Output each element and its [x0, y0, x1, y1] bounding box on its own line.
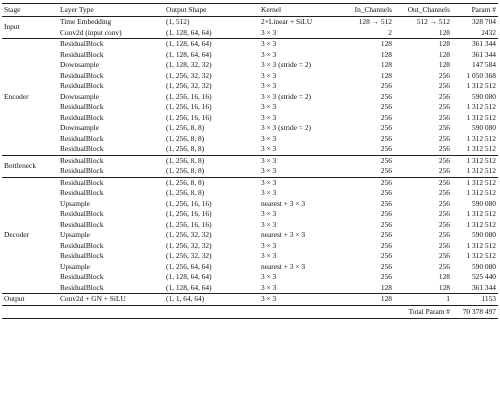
cell-out-channels: 128	[438, 282, 450, 292]
cell-out-channels: 256	[438, 144, 450, 153]
header-param: Param #	[471, 5, 496, 14]
cell-output-shape: (1, 256, 32, 32)	[166, 230, 212, 239]
table-row	[2, 39, 498, 50]
cell-output-shape: (1, 256, 16, 16)	[166, 209, 212, 218]
cell-param: 1 312 512	[466, 144, 496, 153]
cell-param: 328 704	[452, 17, 498, 28]
cell-layer-type: ResidualBlock	[60, 81, 104, 90]
cell-kernel: 3 × 3	[259, 155, 342, 166]
cell-in-channels: 256	[380, 102, 392, 111]
cell-in-channels: 256	[380, 91, 392, 101]
cell-kernel: 3 × 3	[259, 39, 342, 50]
cell-param: 1 312 512	[466, 240, 496, 250]
cell-output-shape: (1, 256, 16, 16)	[166, 112, 212, 122]
cell-output-shape: (1, 128, 64, 64)	[166, 49, 212, 59]
cell-output-shape: (1, 256, 64, 64)	[166, 261, 212, 271]
cell-layer-type: ResidualBlock	[60, 219, 104, 229]
cell-kernel: 3 × 3	[261, 251, 277, 260]
cell-in-channels: 128	[380, 49, 392, 59]
cell-param: 525 440	[471, 272, 496, 281]
table-row	[2, 272, 498, 283]
table-row	[2, 123, 498, 134]
header-layer-type: Layer Type	[60, 5, 94, 14]
table-row	[2, 220, 498, 231]
cell-output-shape: (1, 256, 16, 16)	[166, 219, 212, 229]
cell-param: 361 344	[471, 282, 496, 292]
cell-layer-type: ResidualBlock	[60, 166, 104, 175]
table-row	[2, 230, 498, 241]
stage-label: Input	[2, 17, 58, 39]
cell-layer-type: Upsample	[60, 230, 90, 239]
cell-in-channels: 256	[380, 123, 392, 132]
cell-out-channels: 256	[438, 188, 450, 197]
cell-layer-type: ResidualBlock	[60, 102, 104, 111]
cell-in-channels: 256	[380, 112, 392, 122]
cell-layer-type: ResidualBlock	[60, 240, 104, 250]
cell-in-channels: 256	[380, 219, 392, 229]
cell-out-channels: 256	[438, 219, 450, 229]
cell-layer-type: ResidualBlock	[60, 209, 104, 218]
cell-param: 361 344	[471, 49, 496, 59]
cell-in-channels: 256	[380, 240, 392, 250]
cell-out-channels: 256	[394, 155, 452, 166]
cell-out-channels: 256	[438, 91, 450, 101]
cell-output-shape: (1, 256, 16, 16)	[166, 102, 212, 111]
table-row	[2, 155, 498, 166]
cell-output-shape: (1, 256, 8, 8)	[166, 144, 205, 153]
cell-out-channels: 128	[438, 27, 450, 37]
cell-in-channels: 256	[380, 230, 392, 239]
cell-param: 1 312 512	[466, 251, 496, 260]
cell-output-shape: (1, 128, 64, 64)	[166, 282, 212, 292]
table-row	[2, 113, 498, 124]
cell-in-channels: 128 → 512	[342, 17, 394, 28]
table-row	[2, 199, 498, 210]
cell-kernel: 3 × 3	[259, 294, 342, 306]
cell-param: 590 080	[471, 198, 496, 208]
cell-kernel: 3 × 3	[261, 144, 277, 153]
cell-in-channels: 256	[380, 209, 392, 218]
cell-kernel: nearest + 3 × 3	[261, 261, 306, 271]
cell-param: 1 312 512	[466, 102, 496, 111]
cell-param: 1 312 512	[466, 209, 496, 218]
table-row	[2, 81, 498, 92]
cell-layer-type: Conv2d + GN + SiLU	[58, 294, 164, 306]
cell-kernel: 3 × 3	[261, 81, 277, 90]
cell-output-shape: (1, 256, 8, 8)	[166, 133, 205, 143]
cell-out-channels: 256	[438, 209, 450, 218]
cell-out-channels: 128	[438, 60, 450, 69]
cell-param: 361 344	[452, 39, 498, 50]
architecture-table	[2, 3, 498, 319]
stage-label: Encoder	[2, 39, 58, 156]
cell-layer-type: Downsample	[60, 91, 99, 101]
cell-kernel: 3 × 3	[259, 177, 342, 188]
cell-output-shape: (1, 256, 16, 16)	[166, 198, 212, 208]
cell-out-channels: 128	[394, 39, 452, 50]
cell-in-channels: 256	[380, 166, 392, 175]
table-row	[2, 60, 498, 71]
stage-label: Output	[2, 294, 58, 306]
cell-param: 1 312 512	[466, 166, 496, 175]
cell-layer-type: ResidualBlock	[60, 144, 104, 153]
table-row	[2, 50, 498, 61]
cell-out-channels: 256	[438, 251, 450, 260]
cell-kernel: 3 × 3	[261, 166, 277, 175]
cell-layer-type: Time Embedding	[58, 17, 164, 28]
cell-in-channels: 256	[380, 81, 392, 90]
cell-in-channels: 256	[380, 144, 392, 153]
cell-in-channels: 256	[380, 261, 392, 271]
architecture-table-container	[2, 3, 498, 319]
cell-out-channels: 256	[438, 230, 450, 239]
table-row	[2, 188, 498, 199]
cell-kernel: 3 × 3 (stride = 2)	[261, 91, 312, 101]
table-row	[2, 92, 498, 103]
cell-in-channels: 256	[342, 155, 394, 166]
cell-output-shape: (1, 256, 32, 32)	[166, 240, 212, 250]
cell-output-shape: (1, 256, 8, 8)	[166, 188, 205, 197]
cell-output-shape: (1, 256, 8, 8)	[164, 177, 259, 188]
cell-layer-type: Conv2d (input conv)	[60, 27, 122, 37]
cell-out-channels: 256	[438, 102, 450, 111]
stage-label: Decoder	[2, 177, 58, 294]
cell-out-channels: 256	[438, 70, 450, 80]
total-row	[2, 305, 498, 318]
cell-output-shape: (1, 512)	[164, 17, 259, 28]
table-row	[2, 134, 498, 145]
table-row	[2, 241, 498, 252]
cell-kernel: 3 × 3	[261, 112, 277, 122]
cell-output-shape: (1, 256, 32, 32)	[166, 81, 212, 90]
table-row	[2, 294, 498, 306]
table-row	[2, 283, 498, 294]
cell-in-channels: 128	[380, 60, 392, 69]
cell-in-channels: 128	[380, 70, 392, 80]
table-body	[2, 17, 498, 306]
total-label: Total Param #	[394, 305, 452, 318]
cell-param: 1 312 512	[452, 155, 498, 166]
cell-kernel: 3 × 3	[261, 27, 277, 37]
table-row	[2, 209, 498, 220]
header-stage: Stage	[4, 5, 21, 14]
cell-kernel: 3 × 3	[261, 49, 277, 59]
cell-layer-type: Upsample	[60, 198, 90, 208]
cell-param: 147 584	[471, 60, 496, 69]
cell-out-channels: 256	[438, 261, 450, 271]
cell-output-shape: (1, 128, 64, 64)	[164, 39, 259, 50]
cell-kernel: 3 × 3	[261, 70, 277, 80]
cell-in-channels: 256	[380, 133, 392, 143]
cell-output-shape: (1, 128, 64, 64)	[166, 27, 212, 37]
cell-output-shape: (1, 256, 8, 8)	[166, 166, 205, 175]
cell-out-channels: 128	[438, 272, 450, 281]
cell-layer-type: ResidualBlock	[60, 49, 104, 59]
cell-layer-type: ResidualBlock	[60, 282, 104, 292]
cell-param: 1 312 512	[466, 188, 496, 197]
cell-out-channels: 256	[394, 177, 452, 188]
cell-layer-type: ResidualBlock	[58, 177, 164, 188]
cell-param: 1 312 512	[466, 219, 496, 229]
header-kernel: Kernel	[261, 5, 282, 14]
cell-layer-type: ResidualBlock	[58, 155, 164, 166]
cell-in-channels: 128	[342, 39, 394, 50]
cell-kernel: 3 × 3	[261, 282, 277, 292]
cell-layer-type: Downsample	[60, 123, 99, 132]
table-row	[2, 166, 498, 177]
cell-output-shape: (1, 256, 16, 16)	[166, 91, 212, 101]
cell-layer-type: ResidualBlock	[60, 112, 104, 122]
cell-param: 1 312 512	[466, 133, 496, 143]
cell-out-channels: 256	[438, 240, 450, 250]
cell-layer-type: Downsample	[60, 60, 99, 69]
cell-output-shape: (1, 256, 32, 32)	[166, 70, 212, 80]
cell-out-channels: 256	[438, 112, 450, 122]
cell-out-channels: 256	[438, 166, 450, 175]
cell-param: 1 050 368	[466, 70, 496, 80]
cell-output-shape: (1, 128, 64, 64)	[166, 272, 212, 281]
cell-layer-type: Upsample	[60, 261, 90, 271]
cell-out-channels: 256	[438, 123, 450, 132]
table-row	[2, 17, 498, 28]
cell-kernel: 3 × 3	[261, 102, 277, 111]
cell-kernel: 3 × 3 (stride = 2)	[261, 60, 312, 69]
cell-kernel: nearest + 3 × 3	[261, 198, 306, 208]
cell-out-channels: 256	[438, 198, 450, 208]
cell-param: 1 312 512	[452, 177, 498, 188]
cell-param: 590 080	[471, 123, 496, 132]
cell-layer-type: ResidualBlock	[58, 39, 164, 50]
cell-param: 590 080	[471, 91, 496, 101]
cell-out-channels: 1	[394, 294, 452, 306]
cell-param: 1153	[452, 294, 498, 306]
cell-param: 590 080	[471, 230, 496, 239]
cell-in-channels: 128	[342, 294, 394, 306]
cell-output-shape: (1, 1, 64, 64)	[164, 294, 259, 306]
cell-kernel: 3 × 3 (stride = 2)	[261, 123, 312, 132]
cell-kernel: 3 × 3	[261, 219, 277, 229]
stage-label: Bottleneck	[2, 155, 58, 177]
table-row	[2, 251, 498, 262]
cell-in-channels: 256	[380, 251, 392, 260]
cell-layer-type: ResidualBlock	[60, 70, 104, 80]
cell-output-shape: (1, 256, 8, 8)	[166, 123, 205, 132]
table-row	[2, 102, 498, 113]
cell-in-channels: 256	[380, 272, 392, 281]
cell-in-channels: 256	[380, 198, 392, 208]
cell-kernel: 3 × 3	[261, 209, 277, 218]
cell-out-channels: 128	[438, 49, 450, 59]
cell-output-shape: (1, 256, 32, 32)	[166, 251, 212, 260]
cell-kernel: 3 × 3	[261, 133, 277, 143]
cell-out-channels: 256	[438, 133, 450, 143]
table-row	[2, 177, 498, 188]
cell-layer-type: ResidualBlock	[60, 251, 104, 260]
cell-out-channels: 512 → 512	[394, 17, 452, 28]
cell-in-channels: 256	[342, 177, 394, 188]
table-row	[2, 262, 498, 273]
cell-in-channels: 128	[380, 282, 392, 292]
cell-layer-type: ResidualBlock	[60, 133, 104, 143]
cell-kernel: nearest + 3 × 3	[261, 230, 306, 239]
cell-kernel: 3 × 3	[261, 272, 277, 281]
header-in-channels: In_Channels	[354, 5, 392, 14]
cell-layer-type: ResidualBlock	[60, 188, 104, 197]
total-value: 70 378 497	[452, 305, 498, 318]
header-out-channels: Out_Channels	[407, 5, 450, 14]
cell-kernel: 3 × 3	[261, 240, 277, 250]
cell-out-channels: 256	[438, 81, 450, 90]
table-row	[2, 71, 498, 82]
table-row	[2, 28, 498, 39]
cell-param: 1 312 512	[466, 81, 496, 90]
cell-param: 590 080	[471, 261, 496, 271]
cell-kernel: 2×Linear + SiLU	[259, 17, 342, 28]
header-row	[2, 4, 498, 17]
cell-layer-type: ResidualBlock	[60, 272, 104, 281]
cell-in-channels: 256	[380, 188, 392, 197]
cell-param: 2432	[481, 27, 496, 37]
header-output-shape: Output Shape	[166, 5, 207, 14]
cell-output-shape: (1, 128, 32, 32)	[166, 60, 212, 69]
cell-kernel: 3 × 3	[261, 188, 277, 197]
table-row	[2, 144, 498, 155]
cell-in-channels: 2	[388, 27, 392, 37]
cell-output-shape: (1, 256, 8, 8)	[164, 155, 259, 166]
cell-param: 1 312 512	[466, 112, 496, 122]
